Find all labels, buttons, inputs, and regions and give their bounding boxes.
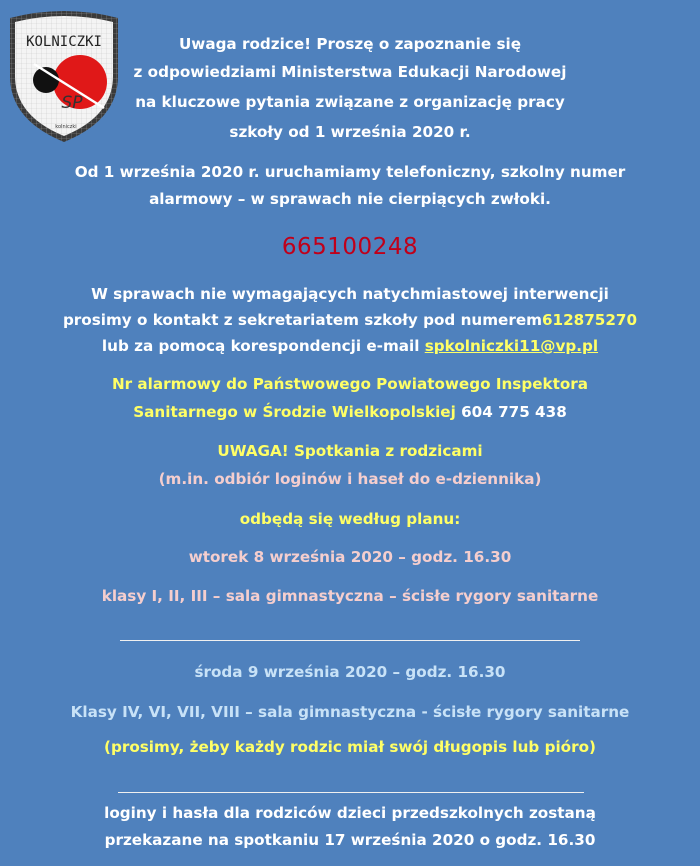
second-meeting-date: środa 9 września 2020 – godz. 16.30 [194,663,506,681]
sanepid-line-1: Nr alarmowy do Państwowego Powiatowego Inspektora [111,375,589,393]
second-meeting-classes: Klasy IV, VI, VII, VIII – sala gimnastyczna - ścisłe rygory sanitarne [70,703,630,721]
logo-title: KOLNICZKI [26,34,102,50]
contact-line-3 [0,336,700,356]
alarm-phone-number: 665100248 [281,234,419,260]
contact-line-2-text: prosimy o kontakt z sekretariatem szkoły pod numerem [62,311,542,329]
email-link[interactable]: spkolniczki11@vp.pl [424,337,599,355]
sanepid-line-2 [0,402,700,422]
contact-line-2 [0,310,700,330]
alarm-intro-line-1: Od 1 września 2020 r. uruchamiamy telefoniczny, szkolny numer [74,163,626,181]
header-line-4: szkoły od 1 września 2020 r. [229,123,471,141]
preschool-line-2: przekazane na spotkaniu 17 września 2020 o godz. 16.30 [104,831,596,849]
contact-line-1: W sprawach nie wymagających natychmiastowej interwencji [91,285,609,303]
divider [120,640,580,641]
contact-line-3-text: lub za pomocą korespondencji e-mail [101,337,425,355]
logo-letters: SP [61,93,83,113]
first-meeting-date: wtorek 8 września 2020 – godz. 16.30 [188,548,512,566]
sanepid-line-2-text: Sanitarnego w Środzie Wielkopolskiej [133,403,462,421]
header-line-2: z odpowiedziami Ministerstwa Edukacji Narodowej [133,63,567,81]
preschool-line-1: loginy i hasła dla rodziców dzieci przedszkolnych zostaną [104,804,596,822]
alarm-intro-line-2: alarmowy – w sprawach nie cierpiących zwłoki. [149,190,551,208]
sanepid-phone: 604 775 438 [461,403,567,421]
divider [118,792,584,793]
pen-note: (prosimy, żeby każdy rodzic miał swój długopis lub pióro) [104,738,596,756]
header-line-3: na kluczowe pytania związane z organizację pracy [135,93,565,111]
header-line-1: Uwaga rodzice! Proszę o zapoznanie się [178,35,522,53]
meetings-plan: odbędą się według planu: [239,510,461,528]
secretariat-phone: 612875270 [541,311,638,329]
meetings-subtitle: (m.in. odbiór loginów i haseł do e-dziennika) [158,470,542,488]
meetings-title: UWAGA! Spotkania z rodzicami [217,442,483,460]
first-meeting-classes: klasy I, II, III – sala gimnastyczna – ścisłe rygory sanitarne [101,587,599,605]
logo-small-text: kolniczki [55,124,77,130]
